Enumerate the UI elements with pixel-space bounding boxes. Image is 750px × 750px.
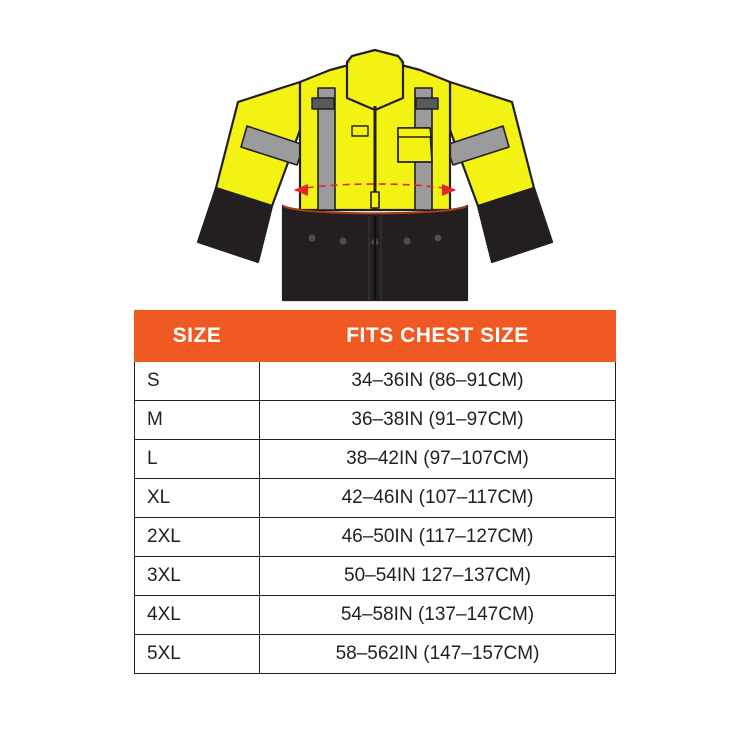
cell-chest: 34–36IN (86–91CM): [260, 362, 616, 401]
column-header-chest: FITS CHEST SIZE: [260, 311, 616, 362]
table-row: [135, 557, 616, 596]
table-header-row: [135, 311, 616, 362]
table-row: [135, 479, 616, 518]
table-row: [135, 362, 616, 401]
cell-chest: 46–50IN (117–127CM): [260, 518, 616, 557]
table-row: [135, 596, 616, 635]
cell-size: L: [135, 440, 260, 479]
cell-size: XL: [135, 479, 260, 518]
hi-vis-safety-jacket-illustration: [0, 10, 750, 310]
size-chart-table: [134, 310, 616, 674]
cell-chest: 38–42IN (97–107CM): [260, 440, 616, 479]
cell-chest: 54–58IN (137–147CM): [260, 596, 616, 635]
cell-size: 5XL: [135, 635, 260, 674]
cell-size: 2XL: [135, 518, 260, 557]
cell-size: S: [135, 362, 260, 401]
table-row: [135, 440, 616, 479]
cell-chest: 36–38IN (91–97CM): [260, 401, 616, 440]
table-row: [135, 518, 616, 557]
cell-chest: 42–46IN (107–117CM): [260, 479, 616, 518]
cell-size: 4XL: [135, 596, 260, 635]
table-row: [135, 635, 616, 674]
table-row: [135, 401, 616, 440]
column-header-size: SIZE: [135, 311, 260, 362]
cell-size: M: [135, 401, 260, 440]
cell-size: 3XL: [135, 557, 260, 596]
cell-chest: 58–562IN (147–157CM): [260, 635, 616, 674]
cell-chest: 50–54IN 127–137CM): [260, 557, 616, 596]
